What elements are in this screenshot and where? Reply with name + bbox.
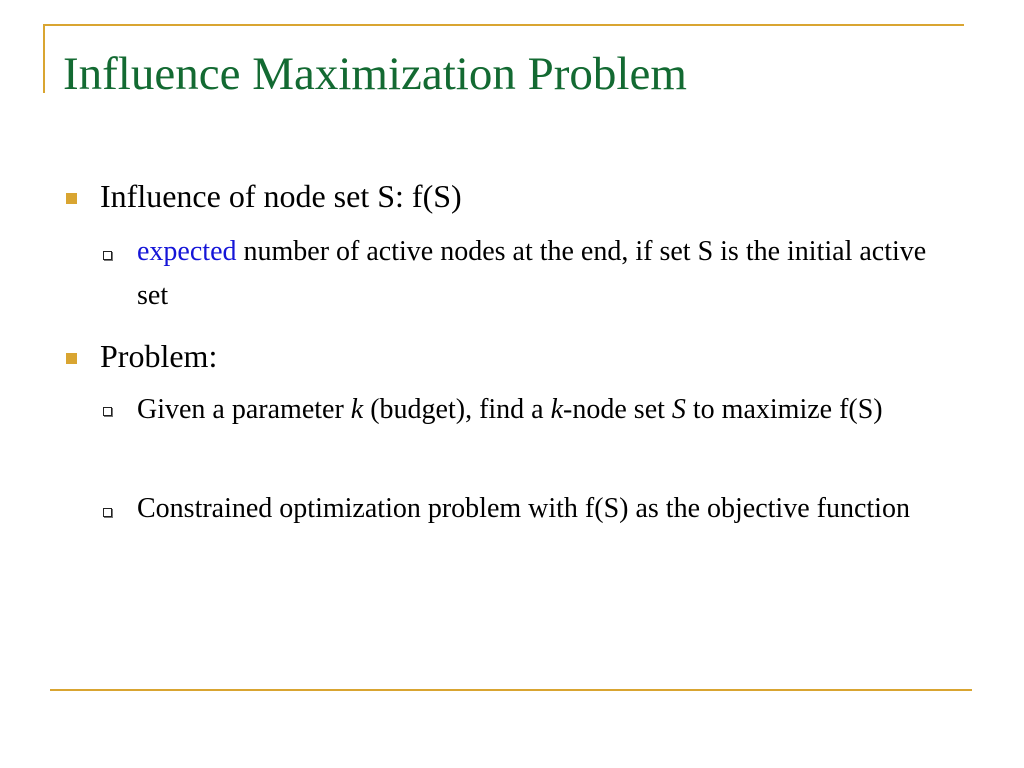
expected-highlight: expected bbox=[137, 236, 237, 267]
top-border-line bbox=[43, 24, 964, 26]
given-text-part: (budget), find a bbox=[363, 394, 551, 425]
sub-bullet-given-text bbox=[137, 388, 947, 432]
given-text-part: to maximize f(S) bbox=[685, 394, 883, 425]
slide-title: Influence Maximization Problem bbox=[63, 48, 687, 100]
filled-square-bullet-icon bbox=[66, 353, 77, 364]
s-variable: S bbox=[671, 394, 686, 425]
bullet-influence-text: Influence of node set S: f(S) bbox=[100, 178, 462, 214]
left-border-line bbox=[43, 24, 45, 93]
given-text-part: -node set bbox=[563, 394, 672, 425]
bottom-divider-line bbox=[50, 689, 972, 691]
k-variable: k bbox=[350, 394, 364, 425]
expected-rest: number of active nodes at the end, if set S is the initial active set bbox=[137, 236, 927, 311]
hollow-square-bullet-icon bbox=[103, 508, 112, 517]
sub-bullet-expected-text bbox=[137, 230, 947, 318]
filled-square-bullet-icon bbox=[66, 193, 77, 204]
bullet-problem-text: Problem: bbox=[100, 338, 218, 374]
k-variable: k bbox=[550, 394, 564, 425]
hollow-square-bullet-icon bbox=[103, 407, 112, 416]
given-text-part: Given a parameter bbox=[137, 394, 351, 425]
hollow-square-bullet-icon bbox=[103, 251, 112, 260]
sub-bullet-constrained-text: Constrained optimization problem with f(S) as the objective function bbox=[137, 493, 910, 524]
